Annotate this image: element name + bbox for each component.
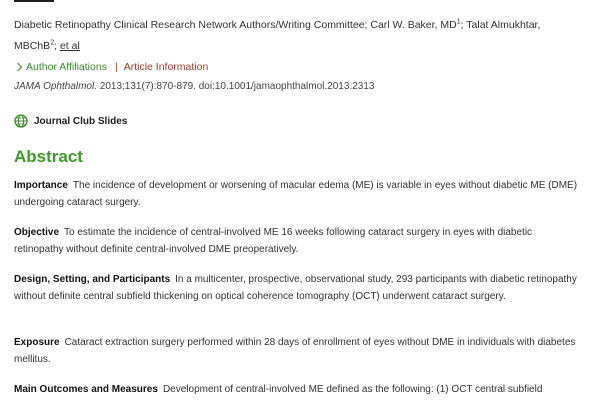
section-text: To estimate the incidence of central-involved ME 16 weeks following cataract surgery in eyes with diabetic retinopathy without definite central-involved DME preoperatively. xyxy=(14,227,533,255)
abstract-section-exposure xyxy=(14,334,579,368)
et-al-link[interactable]: et al xyxy=(59,40,80,52)
author-list-text: Diabetic Retinopathy Clinical Research Network Authors/Writing Committee; Carl W. Baker, MD xyxy=(14,19,457,31)
abstract-section-main-outcomes xyxy=(14,381,579,398)
section-text: The incidence of development or worsening of macular edema (ME) is variable in eyes without diabetic ME (DME) undergoing cataract surgery. xyxy=(14,180,578,208)
abstract-heading: Abstract xyxy=(14,147,83,166)
cropped-title-fragment xyxy=(14,0,54,2)
author-superscript-1[interactable]: 1 xyxy=(456,18,461,26)
author-list-text-continued: ; Talat Almukhtar, xyxy=(460,19,541,31)
author-affiliations-link[interactable]: Author Affiliations xyxy=(26,61,107,73)
citation-line xyxy=(14,81,374,92)
citation-details: 2013;131(7):870-879. doi:10.1001/jamaophthalmol.2013.2313 xyxy=(97,81,375,92)
author-degree-text: MBChB xyxy=(14,40,51,52)
article-information-link[interactable]: Article Information xyxy=(123,61,209,73)
section-label: Main Outcomes and Measures xyxy=(14,384,158,395)
globe-icon xyxy=(14,114,28,128)
abstract-section-design xyxy=(14,271,579,305)
author-separator: ; xyxy=(54,40,60,52)
author-superscript-2[interactable]: 2 xyxy=(50,39,55,47)
article-page xyxy=(14,0,586,400)
section-text: Cataract extraction surgery performed within 28 days of enrollment of eyes without DME in individuals with diabetes mellitus. xyxy=(14,337,576,365)
link-separator: | xyxy=(114,61,118,73)
section-label: Design, Setting, and Participants xyxy=(14,274,171,285)
section-label: Exposure xyxy=(14,337,60,348)
article-links-row xyxy=(14,60,208,74)
journal-club-slides-link[interactable] xyxy=(14,112,127,130)
journal-club-slides-label: Journal Club Slides xyxy=(34,115,128,127)
section-text: In a multicenter, prospective, observational study, 293 participants with diabetic retinopathy without definite central subfield thickening on optical coherence tomography (OCT) underwent cataract surgery. xyxy=(14,274,577,302)
journal-name: JAMA Ophthalmol. xyxy=(14,81,97,92)
section-label: Objective xyxy=(14,227,60,238)
abstract-section-importance xyxy=(14,177,579,211)
chevron-right-icon[interactable] xyxy=(14,63,22,71)
abstract-section-objective xyxy=(14,224,579,258)
author-list xyxy=(14,15,574,57)
section-text: Development of central-involved ME defined as the following: (1) OCT central subfield xyxy=(162,384,543,395)
section-label: Importance xyxy=(14,180,68,191)
